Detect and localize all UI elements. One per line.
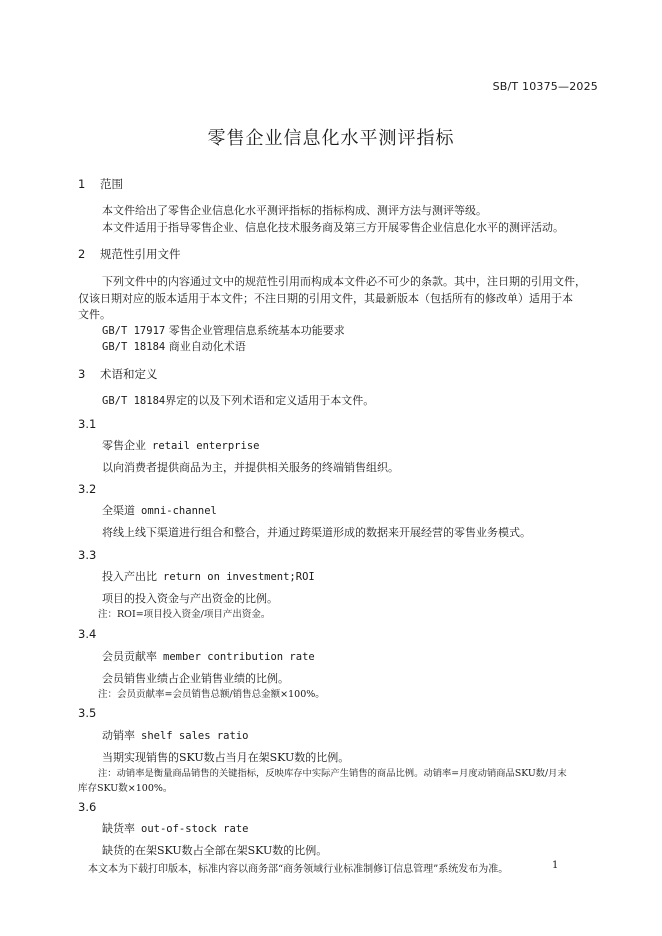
term-cn: 零售企业 xyxy=(102,439,146,452)
paragraph-line: 文件。 xyxy=(78,308,111,321)
term-number: 3.6 xyxy=(78,800,97,814)
term-definition: 将线上线下渠道进行组合和整合，并通过跨渠道形成的数据来开展经营的零售业务模式。 xyxy=(102,526,531,539)
term-number: 3.1 xyxy=(78,417,97,431)
term-en: omni-channel xyxy=(141,505,217,517)
term-cn: 全渠道 xyxy=(102,504,135,517)
term-note: 注：ROI=项目投入资金/项目产出资金。 xyxy=(98,609,271,620)
term-heading xyxy=(102,648,315,664)
section-title: 术语和定义 xyxy=(100,367,158,381)
reference-item xyxy=(102,338,246,354)
section-title: 范围 xyxy=(100,177,123,191)
term-heading xyxy=(102,502,217,518)
paragraph xyxy=(102,392,374,408)
term-number: 3.3 xyxy=(78,548,97,562)
term-note-line: 库存SKU数×100%。 xyxy=(78,783,173,794)
reference-code: GB/T 18184 xyxy=(102,341,166,353)
reference-item xyxy=(102,322,345,338)
term-definition: 缺货的在架SKU数占全部在架SKU数的比例。 xyxy=(102,844,328,857)
term-definition: 当期实现销售的SKU数占当月在架SKU数的比例。 xyxy=(102,751,350,764)
term-note: 注：会员贡献率=会员销售总额/销售总金额×100%。 xyxy=(98,689,325,700)
term-en: retail enterprise xyxy=(152,440,260,452)
term-definition: 项目的投入资金与产出资金的比例。 xyxy=(102,592,278,605)
paragraph-line: 仅该日期对应的版本适用于本文件；不注日期的引用文件，其最新版本（包括所有的修改单）适用于本 xyxy=(78,292,573,305)
section-3-heading xyxy=(78,366,158,382)
term-definition: 以向消费者提供商品为主，并提供相关服务的终端销售组织。 xyxy=(102,461,399,474)
paragraph: 本文件适用于指导零售企业、信息化技术服务商及第三方开展零售企业信息化水平的测评活动。 xyxy=(102,221,564,234)
page-number: 1 xyxy=(552,860,559,871)
reference-code: GB/T 17917 xyxy=(102,325,166,337)
section-number: 3 xyxy=(78,367,86,381)
term-number: 3.4 xyxy=(78,627,97,641)
paragraph-line: 下列文件中的内容通过文中的规范性引用而构成本文件必不可少的条款。其中，注日期的引用文件， xyxy=(102,275,586,288)
section-1-heading xyxy=(78,176,123,192)
section-number: 2 xyxy=(78,247,86,261)
paragraph: 本文件给出了零售企业信息化水平测评指标的指标构成、测评方法与测评等级。 xyxy=(102,204,487,217)
term-cn: 缺货率 xyxy=(102,822,135,835)
term-definition: 会员销售业绩占企业销售业绩的比例。 xyxy=(102,672,289,685)
term-cn: 投入产出比 xyxy=(102,570,157,583)
footer-disclaimer: 本文本为下载打印版本，标准内容以商务部“商务领域行业标准制修订信息管理”系统发布为准。 xyxy=(88,864,509,875)
standard-code: SB/T 10375—2025 xyxy=(492,80,598,93)
paragraph-text: 界定的以及下列术语和定义适用于本文件。 xyxy=(165,394,375,407)
term-heading xyxy=(102,727,248,743)
term-heading xyxy=(102,437,259,453)
section-2-heading xyxy=(78,246,181,262)
term-number: 3.5 xyxy=(78,706,97,720)
reference-code: GB/T 18184 xyxy=(102,395,166,407)
document-title: 零售企业信息化水平测评指标 xyxy=(207,128,455,149)
term-en: shelf sales ratio xyxy=(141,730,249,742)
section-title: 规范性引用文件 xyxy=(100,247,181,261)
term-en: out-of-stock rate xyxy=(141,823,249,835)
reference-title: 零售企业管理信息系统基本功能要求 xyxy=(168,324,345,337)
term-en: member contribution rate xyxy=(163,651,315,663)
section-number: 1 xyxy=(78,177,86,191)
term-heading xyxy=(102,568,315,584)
term-cn: 会员贡献率 xyxy=(102,650,157,663)
term-note-line: 注：动销率是衡量商品销售的关键指标，反映库存中实际产生销售的商品比例。动销率=月度动销商品SKU数/月末 xyxy=(98,768,567,779)
term-heading xyxy=(102,820,248,836)
reference-title: 商业自动化术语 xyxy=(168,340,246,353)
term-number: 3.2 xyxy=(78,482,97,496)
term-en: return on investment;ROI xyxy=(163,571,315,583)
term-cn: 动销率 xyxy=(102,729,135,742)
